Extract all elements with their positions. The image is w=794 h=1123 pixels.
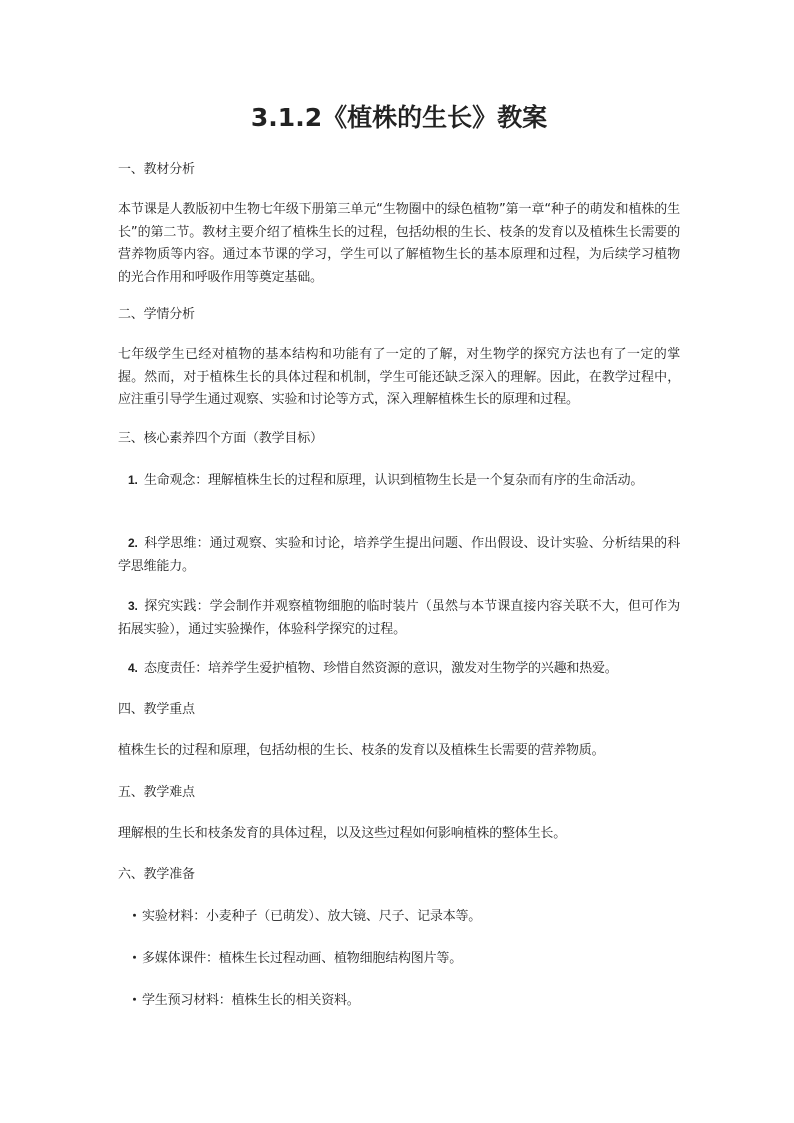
- objective-text: 生命观念：理解植株生长的过程和原理，认识到植物生长是一个复杂而有序的生命活动。: [144, 473, 644, 488]
- preparation-item-1: [118, 906, 680, 929]
- preparation-text: 多媒体课件：植株生长过程动画、植物细胞结构图片等。: [142, 951, 463, 966]
- bullet-icon: ・: [128, 909, 141, 924]
- section-heading-2: 二、学情分析: [118, 307, 195, 322]
- section-heading-5: 五、教学难点: [118, 785, 195, 800]
- preparation-text: 实验材料：小麦种子（已萌发）、放大镜、尺子、记录本等。: [142, 909, 482, 924]
- section-heading-1: 一、教材分析: [118, 162, 195, 177]
- section-heading-3: 三、核心素养四个方面（教学目标）: [118, 431, 323, 446]
- objective-text: 科学思维：通过观察、实验和讨论，培养学生提出问题、作出假设、设计实验、分析结果的科学思维能力。: [118, 536, 680, 574]
- preparation-item-3: [118, 990, 680, 1013]
- objective-number: 2.: [128, 536, 138, 550]
- bullet-icon: ・: [128, 993, 141, 1008]
- section-heading-4: 四、教学重点: [118, 702, 195, 717]
- section-paragraph-5: 理解根的生长和枝条发育的具体过程，以及这些过程如何影响植株的整体生长。: [118, 826, 567, 841]
- objective-item-4: [118, 657, 680, 681]
- bullet-icon: ・: [128, 951, 141, 966]
- preparation-item-2: [118, 948, 680, 971]
- objective-item-2: [118, 532, 680, 578]
- objective-item-1: [118, 469, 680, 493]
- objective-number: 4.: [128, 661, 138, 675]
- section-heading-6: 六、教学准备: [118, 867, 195, 882]
- document-title: 3.1.2《植株的生长》教案: [250, 103, 548, 132]
- objective-item-3: [118, 595, 680, 641]
- section-paragraph-2: 七年级学生已经对植物的基本结构和功能有了一定的了解，对生物学的探究方法也有了一定的掌握。然而，对于植株生长的具体过程和机制，学生可能还缺乏深入的理解。因此，在教学过程中，应注重引导学生通过观察、实验和讨论等方式，深入理解植株生长的原理和过程。: [118, 347, 680, 407]
- section-paragraph-1: 本节课是人教版初中生物七年级下册第三单元“生物圈中的绿色植物”第一章“种子的萌发和植株的生长”的第二节。教材主要介绍了植株生长的过程，包括幼根的生长、枝条的发育以及植株生长需要的营养物质等内容。通过本节课的学习，学生可以了解植物生长的基本原理和过程，为后续学习植物的光合作用和呼吸作用等奠定基础。: [118, 202, 680, 285]
- objective-text: 态度责任：培养学生爱护植物、珍惜自然资源的意识，激发对生物学的兴趣和热爱。: [144, 661, 618, 676]
- objective-number: 3.: [128, 599, 138, 613]
- section-paragraph-4: 植株生长的过程和原理，包括幼根的生长、枝条的发育以及植株生长需要的营养物质。: [118, 743, 605, 758]
- objective-number: 1.: [128, 473, 138, 487]
- objective-text: 探究实践：学会制作并观察植物细胞的临时装片（虽然与本节课直接内容关联不大，但可作为拓展实验），通过实验操作，体验科学探究的过程。: [118, 599, 680, 637]
- preparation-text: 学生预习材料：植株生长的相关资料。: [142, 993, 360, 1008]
